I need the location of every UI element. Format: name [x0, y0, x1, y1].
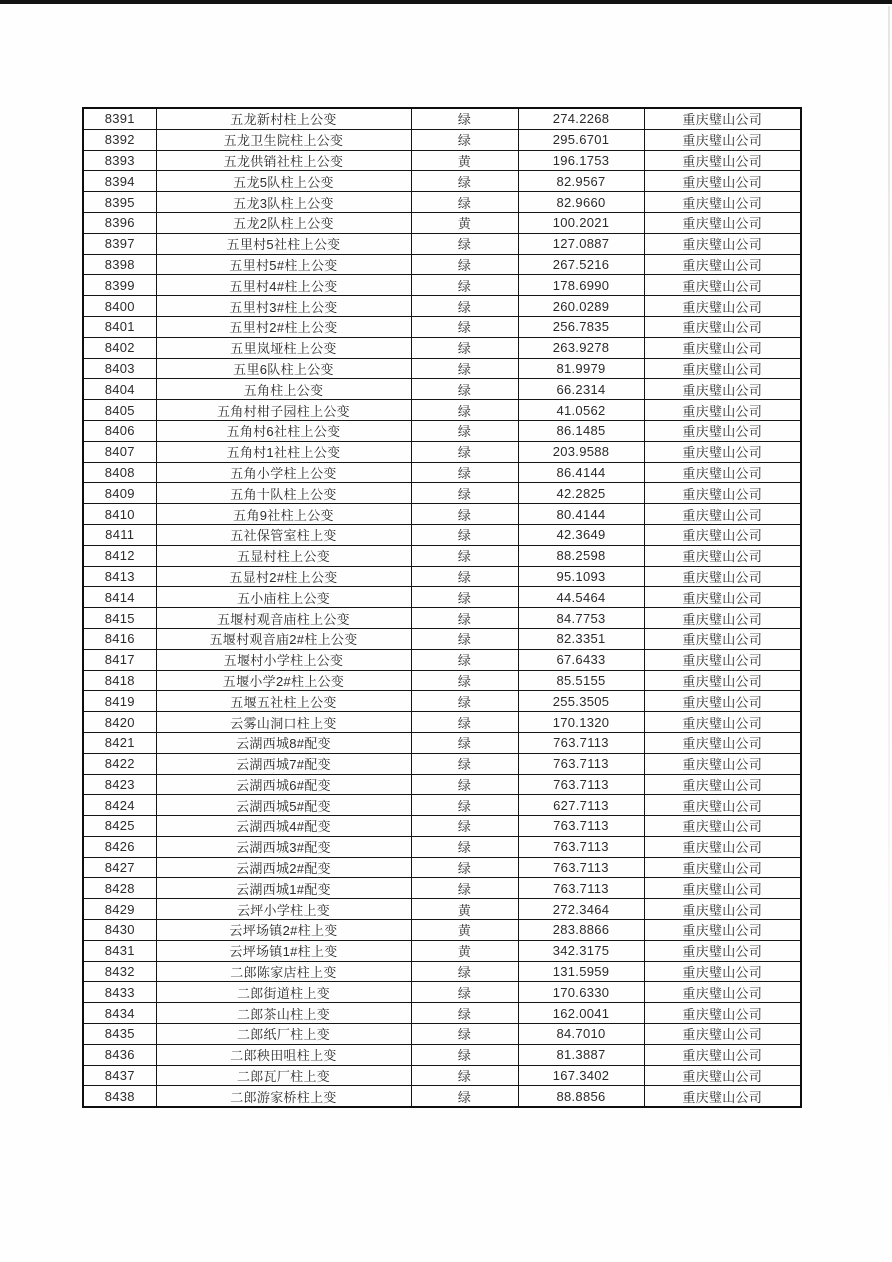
table-row	[83, 400, 801, 421]
cell-value: 295.6701	[518, 129, 644, 150]
cell-value: 763.7113	[518, 816, 644, 837]
cell-status-color: 绿	[411, 524, 518, 545]
table-row	[83, 337, 801, 358]
cell-name: 五里村5#柱上公变	[156, 254, 411, 275]
cell-name: 云湖西城2#配变	[156, 857, 411, 878]
cell-company: 重庆璧山公司	[644, 504, 801, 525]
table-row	[83, 857, 801, 878]
table-row	[83, 795, 801, 816]
cell-company: 重庆璧山公司	[644, 524, 801, 545]
table-row	[83, 504, 801, 525]
cell-id: 8394	[83, 171, 156, 192]
cell-id: 8416	[83, 628, 156, 649]
cell-id: 8391	[83, 108, 156, 129]
cell-id: 8410	[83, 504, 156, 525]
cell-id: 8392	[83, 129, 156, 150]
cell-name: 二郎瓦厂柱上变	[156, 1065, 411, 1086]
cell-company: 重庆璧山公司	[644, 171, 801, 192]
table-row	[83, 608, 801, 629]
cell-id: 8407	[83, 441, 156, 462]
table-row	[83, 212, 801, 233]
cell-value: 263.9278	[518, 337, 644, 358]
cell-value: 100.2021	[518, 212, 644, 233]
cell-value: 255.3505	[518, 691, 644, 712]
cell-id: 8427	[83, 857, 156, 878]
cell-status-color: 黄	[411, 940, 518, 961]
cell-company: 重庆璧山公司	[644, 982, 801, 1003]
transformer-data-table	[82, 107, 802, 1108]
cell-name: 五龙供销社柱上公变	[156, 150, 411, 171]
cell-id: 8429	[83, 899, 156, 920]
cell-status-color: 绿	[411, 774, 518, 795]
cell-value: 162.0041	[518, 1003, 644, 1024]
cell-name: 五堰村观音庙柱上公变	[156, 608, 411, 629]
cell-name: 五显村2#柱上公变	[156, 566, 411, 587]
cell-value: 274.2268	[518, 108, 644, 129]
cell-status-color: 绿	[411, 296, 518, 317]
cell-status-color: 绿	[411, 108, 518, 129]
cell-company: 重庆璧山公司	[644, 899, 801, 920]
cell-company: 重庆璧山公司	[644, 587, 801, 608]
cell-id: 8417	[83, 649, 156, 670]
cell-company: 重庆璧山公司	[644, 1044, 801, 1065]
cell-value: 131.5959	[518, 961, 644, 982]
cell-value: 763.7113	[518, 774, 644, 795]
cell-status-color: 绿	[411, 1024, 518, 1045]
cell-name: 云坪场镇2#柱上变	[156, 920, 411, 941]
cell-id: 8422	[83, 753, 156, 774]
cell-id: 8403	[83, 358, 156, 379]
cell-value: 763.7113	[518, 753, 644, 774]
cell-id: 8418	[83, 670, 156, 691]
cell-company: 重庆璧山公司	[644, 296, 801, 317]
cell-name: 五堰小学2#柱上公变	[156, 670, 411, 691]
cell-id: 8428	[83, 878, 156, 899]
cell-company: 重庆璧山公司	[644, 774, 801, 795]
cell-name: 五角村6社柱上公变	[156, 420, 411, 441]
cell-company: 重庆璧山公司	[644, 275, 801, 296]
cell-value: 267.5216	[518, 254, 644, 275]
cell-id: 8409	[83, 483, 156, 504]
table-row	[83, 628, 801, 649]
cell-value: 67.6433	[518, 649, 644, 670]
cell-id: 8397	[83, 233, 156, 254]
cell-value: 81.9979	[518, 358, 644, 379]
cell-status-color: 绿	[411, 379, 518, 400]
cell-value: 44.5464	[518, 587, 644, 608]
cell-id: 8431	[83, 940, 156, 961]
cell-id: 8436	[83, 1044, 156, 1065]
cell-name: 二郎游家桥柱上变	[156, 1086, 411, 1107]
cell-name: 五龙卫生院柱上公变	[156, 129, 411, 150]
cell-name: 云湖西城3#配变	[156, 836, 411, 857]
cell-company: 重庆璧山公司	[644, 108, 801, 129]
table-row	[83, 171, 801, 192]
cell-name: 云湖西城4#配变	[156, 816, 411, 837]
table-row	[83, 940, 801, 961]
cell-status-color: 绿	[411, 483, 518, 504]
cell-status-color: 绿	[411, 836, 518, 857]
cell-company: 重庆璧山公司	[644, 358, 801, 379]
cell-status-color: 绿	[411, 753, 518, 774]
cell-value: 95.1093	[518, 566, 644, 587]
table-row	[83, 670, 801, 691]
cell-company: 重庆璧山公司	[644, 878, 801, 899]
cell-id: 8414	[83, 587, 156, 608]
cell-status-color: 绿	[411, 670, 518, 691]
cell-id: 8434	[83, 1003, 156, 1024]
cell-status-color: 绿	[411, 400, 518, 421]
cell-status-color: 黄	[411, 212, 518, 233]
table-row	[83, 899, 801, 920]
cell-company: 重庆璧山公司	[644, 254, 801, 275]
cell-value: 203.9588	[518, 441, 644, 462]
cell-company: 重庆璧山公司	[644, 212, 801, 233]
cell-status-color: 绿	[411, 795, 518, 816]
table-row	[83, 982, 801, 1003]
cell-id: 8402	[83, 337, 156, 358]
cell-name: 云湖西城8#配变	[156, 732, 411, 753]
cell-value: 82.9660	[518, 192, 644, 213]
cell-id: 8408	[83, 462, 156, 483]
cell-status-color: 绿	[411, 587, 518, 608]
table-row	[83, 358, 801, 379]
cell-status-color: 绿	[411, 275, 518, 296]
cell-status-color: 绿	[411, 691, 518, 712]
cell-status-color: 绿	[411, 192, 518, 213]
cell-value: 178.6990	[518, 275, 644, 296]
table-row	[83, 691, 801, 712]
cell-name: 五角9社柱上公变	[156, 504, 411, 525]
cell-name: 五社保管室柱上变	[156, 524, 411, 545]
cell-name: 五小庙柱上公变	[156, 587, 411, 608]
cell-value: 42.3649	[518, 524, 644, 545]
table-row	[83, 462, 801, 483]
cell-company: 重庆璧山公司	[644, 795, 801, 816]
cell-name: 二郎街道柱上变	[156, 982, 411, 1003]
cell-company: 重庆璧山公司	[644, 316, 801, 337]
table-row	[83, 316, 801, 337]
cell-value: 66.2314	[518, 379, 644, 400]
table-row	[83, 441, 801, 462]
cell-company: 重庆璧山公司	[644, 732, 801, 753]
cell-name: 五角村1社柱上公变	[156, 441, 411, 462]
cell-id: 8421	[83, 732, 156, 753]
cell-status-color: 绿	[411, 1044, 518, 1065]
table-row	[83, 379, 801, 400]
table-row	[83, 296, 801, 317]
cell-value: 41.0562	[518, 400, 644, 421]
table-row	[83, 254, 801, 275]
cell-id: 8424	[83, 795, 156, 816]
cell-company: 重庆璧山公司	[644, 628, 801, 649]
cell-status-color: 绿	[411, 420, 518, 441]
cell-value: 84.7753	[518, 608, 644, 629]
cell-id: 8396	[83, 212, 156, 233]
table-row	[83, 545, 801, 566]
cell-status-color: 黄	[411, 920, 518, 941]
cell-name: 五里村2#柱上公变	[156, 316, 411, 337]
cell-name: 五里岚垭柱上公变	[156, 337, 411, 358]
cell-company: 重庆璧山公司	[644, 1065, 801, 1086]
cell-id: 8438	[83, 1086, 156, 1107]
cell-id: 8435	[83, 1024, 156, 1045]
table-body	[83, 108, 801, 1107]
table-row	[83, 192, 801, 213]
cell-value: 763.7113	[518, 857, 644, 878]
cell-id: 8401	[83, 316, 156, 337]
cell-status-color: 绿	[411, 171, 518, 192]
cell-value: 763.7113	[518, 878, 644, 899]
table-row	[83, 275, 801, 296]
cell-company: 重庆璧山公司	[644, 753, 801, 774]
cell-status-color: 绿	[411, 649, 518, 670]
cell-value: 342.3175	[518, 940, 644, 961]
cell-status-color: 绿	[411, 545, 518, 566]
table-row	[83, 420, 801, 441]
cell-company: 重庆璧山公司	[644, 961, 801, 982]
cell-id: 8419	[83, 691, 156, 712]
cell-company: 重庆璧山公司	[644, 545, 801, 566]
cell-status-color: 绿	[411, 982, 518, 1003]
cell-status-color: 绿	[411, 337, 518, 358]
cell-name: 五里村5社柱上公变	[156, 233, 411, 254]
cell-status-color: 黄	[411, 899, 518, 920]
cell-company: 重庆璧山公司	[644, 483, 801, 504]
cell-name: 云湖西城5#配变	[156, 795, 411, 816]
cell-name: 云雾山洞口柱上变	[156, 712, 411, 733]
table-row	[83, 878, 801, 899]
cell-company: 重庆璧山公司	[644, 857, 801, 878]
cell-name: 云湖西城6#配变	[156, 774, 411, 795]
cell-name: 五角村柑子园柱上公变	[156, 400, 411, 421]
table-row	[83, 774, 801, 795]
cell-id: 8395	[83, 192, 156, 213]
cell-value: 86.4144	[518, 462, 644, 483]
table-row	[83, 108, 801, 129]
cell-name: 五显村柱上公变	[156, 545, 411, 566]
cell-value: 260.0289	[518, 296, 644, 317]
cell-company: 重庆璧山公司	[644, 441, 801, 462]
cell-name: 五龙新村柱上公变	[156, 108, 411, 129]
cell-id: 8398	[83, 254, 156, 275]
cell-value: 283.8866	[518, 920, 644, 941]
cell-company: 重庆璧山公司	[644, 420, 801, 441]
cell-value: 42.2825	[518, 483, 644, 504]
cell-name: 云坪小学柱上变	[156, 899, 411, 920]
cell-status-color: 绿	[411, 878, 518, 899]
cell-name: 二郎茶山柱上变	[156, 1003, 411, 1024]
cell-status-color: 绿	[411, 1003, 518, 1024]
table-row	[83, 712, 801, 733]
scan-right-edge-shadow	[888, 6, 890, 1106]
cell-name: 五堰村小学柱上公变	[156, 649, 411, 670]
cell-value: 256.7835	[518, 316, 644, 337]
cell-name: 五堰五社柱上公变	[156, 691, 411, 712]
cell-status-color: 绿	[411, 566, 518, 587]
cell-company: 重庆璧山公司	[644, 192, 801, 213]
cell-name: 五里村4#柱上公变	[156, 275, 411, 296]
cell-status-color: 绿	[411, 628, 518, 649]
table-row	[83, 816, 801, 837]
cell-status-color: 绿	[411, 358, 518, 379]
cell-status-color: 绿	[411, 462, 518, 483]
cell-company: 重庆璧山公司	[644, 1086, 801, 1107]
cell-company: 重庆璧山公司	[644, 816, 801, 837]
cell-name: 五里村3#柱上公变	[156, 296, 411, 317]
table-row	[83, 483, 801, 504]
table-row	[83, 1044, 801, 1065]
cell-value: 272.3464	[518, 899, 644, 920]
cell-id: 8423	[83, 774, 156, 795]
cell-id: 8411	[83, 524, 156, 545]
table-row	[83, 587, 801, 608]
cell-value: 82.3351	[518, 628, 644, 649]
cell-id: 8405	[83, 400, 156, 421]
cell-id: 8404	[83, 379, 156, 400]
table-row	[83, 129, 801, 150]
cell-value: 80.4144	[518, 504, 644, 525]
table-row	[83, 1086, 801, 1107]
cell-name: 二郎陈家店柱上变	[156, 961, 411, 982]
cell-company: 重庆璧山公司	[644, 379, 801, 400]
cell-name: 云湖西城7#配变	[156, 753, 411, 774]
cell-id: 8425	[83, 816, 156, 837]
cell-value: 170.1320	[518, 712, 644, 733]
table-row	[83, 732, 801, 753]
cell-id: 8400	[83, 296, 156, 317]
table-row	[83, 233, 801, 254]
table-row	[83, 1065, 801, 1086]
cell-name: 五角十队柱上公变	[156, 483, 411, 504]
cell-value: 196.1753	[518, 150, 644, 171]
cell-company: 重庆璧山公司	[644, 712, 801, 733]
cell-status-color: 绿	[411, 233, 518, 254]
cell-company: 重庆璧山公司	[644, 920, 801, 941]
cell-value: 84.7010	[518, 1024, 644, 1045]
cell-name: 云湖西城1#配变	[156, 878, 411, 899]
cell-company: 重庆璧山公司	[644, 670, 801, 691]
cell-value: 82.9567	[518, 171, 644, 192]
cell-id: 8433	[83, 982, 156, 1003]
cell-company: 重庆璧山公司	[644, 400, 801, 421]
cell-name: 云坪场镇1#柱上变	[156, 940, 411, 961]
cell-company: 重庆璧山公司	[644, 940, 801, 961]
cell-status-color: 绿	[411, 441, 518, 462]
cell-id: 8413	[83, 566, 156, 587]
cell-value: 167.3402	[518, 1065, 644, 1086]
cell-status-color: 黄	[411, 150, 518, 171]
cell-status-color: 绿	[411, 1065, 518, 1086]
cell-id: 8430	[83, 920, 156, 941]
cell-company: 重庆璧山公司	[644, 150, 801, 171]
cell-status-color: 绿	[411, 316, 518, 337]
cell-name: 五里6队柱上公变	[156, 358, 411, 379]
cell-id: 8426	[83, 836, 156, 857]
table-row	[83, 1003, 801, 1024]
cell-name: 五堰村观音庙2#柱上公变	[156, 628, 411, 649]
cell-id: 8432	[83, 961, 156, 982]
cell-value: 81.3887	[518, 1044, 644, 1065]
cell-value: 170.6330	[518, 982, 644, 1003]
table-row	[83, 961, 801, 982]
cell-value: 88.8856	[518, 1086, 644, 1107]
cell-status-color: 绿	[411, 1086, 518, 1107]
cell-status-color: 绿	[411, 732, 518, 753]
cell-id: 8406	[83, 420, 156, 441]
table-row	[83, 753, 801, 774]
cell-id: 8399	[83, 275, 156, 296]
cell-status-color: 绿	[411, 857, 518, 878]
cell-status-color: 绿	[411, 712, 518, 733]
cell-name: 五角柱上公变	[156, 379, 411, 400]
cell-status-color: 绿	[411, 608, 518, 629]
cell-id: 8420	[83, 712, 156, 733]
cell-status-color: 绿	[411, 254, 518, 275]
cell-id: 8412	[83, 545, 156, 566]
table-row	[83, 920, 801, 941]
cell-company: 重庆璧山公司	[644, 608, 801, 629]
cell-name: 五角小学柱上公变	[156, 462, 411, 483]
cell-status-color: 绿	[411, 961, 518, 982]
cell-status-color: 绿	[411, 504, 518, 525]
cell-value: 88.2598	[518, 545, 644, 566]
cell-id: 8393	[83, 150, 156, 171]
cell-company: 重庆璧山公司	[644, 1024, 801, 1045]
cell-id: 8415	[83, 608, 156, 629]
cell-name: 五龙3队柱上公变	[156, 192, 411, 213]
cell-status-color: 绿	[411, 816, 518, 837]
cell-company: 重庆璧山公司	[644, 129, 801, 150]
cell-company: 重庆璧山公司	[644, 691, 801, 712]
cell-name: 二郎秧田咀柱上变	[156, 1044, 411, 1065]
table-row	[83, 524, 801, 545]
cell-company: 重庆璧山公司	[644, 1003, 801, 1024]
cell-company: 重庆璧山公司	[644, 649, 801, 670]
table-row	[83, 150, 801, 171]
table-row	[83, 649, 801, 670]
cell-value: 627.7113	[518, 795, 644, 816]
cell-company: 重庆璧山公司	[644, 462, 801, 483]
cell-status-color: 绿	[411, 129, 518, 150]
cell-value: 763.7113	[518, 836, 644, 857]
cell-company: 重庆璧山公司	[644, 566, 801, 587]
cell-name: 五龙2队柱上公变	[156, 212, 411, 233]
cell-value: 85.5155	[518, 670, 644, 691]
table-row	[83, 836, 801, 857]
cell-value: 86.1485	[518, 420, 644, 441]
cell-company: 重庆璧山公司	[644, 233, 801, 254]
scan-top-edge-bar	[0, 0, 892, 4]
cell-company: 重庆璧山公司	[644, 836, 801, 857]
cell-name: 五龙5队柱上公变	[156, 171, 411, 192]
table-row	[83, 566, 801, 587]
cell-value: 763.7113	[518, 732, 644, 753]
cell-value: 127.0887	[518, 233, 644, 254]
table-row	[83, 1024, 801, 1045]
cell-name: 二郎纸厂柱上变	[156, 1024, 411, 1045]
cell-id: 8437	[83, 1065, 156, 1086]
cell-company: 重庆璧山公司	[644, 337, 801, 358]
